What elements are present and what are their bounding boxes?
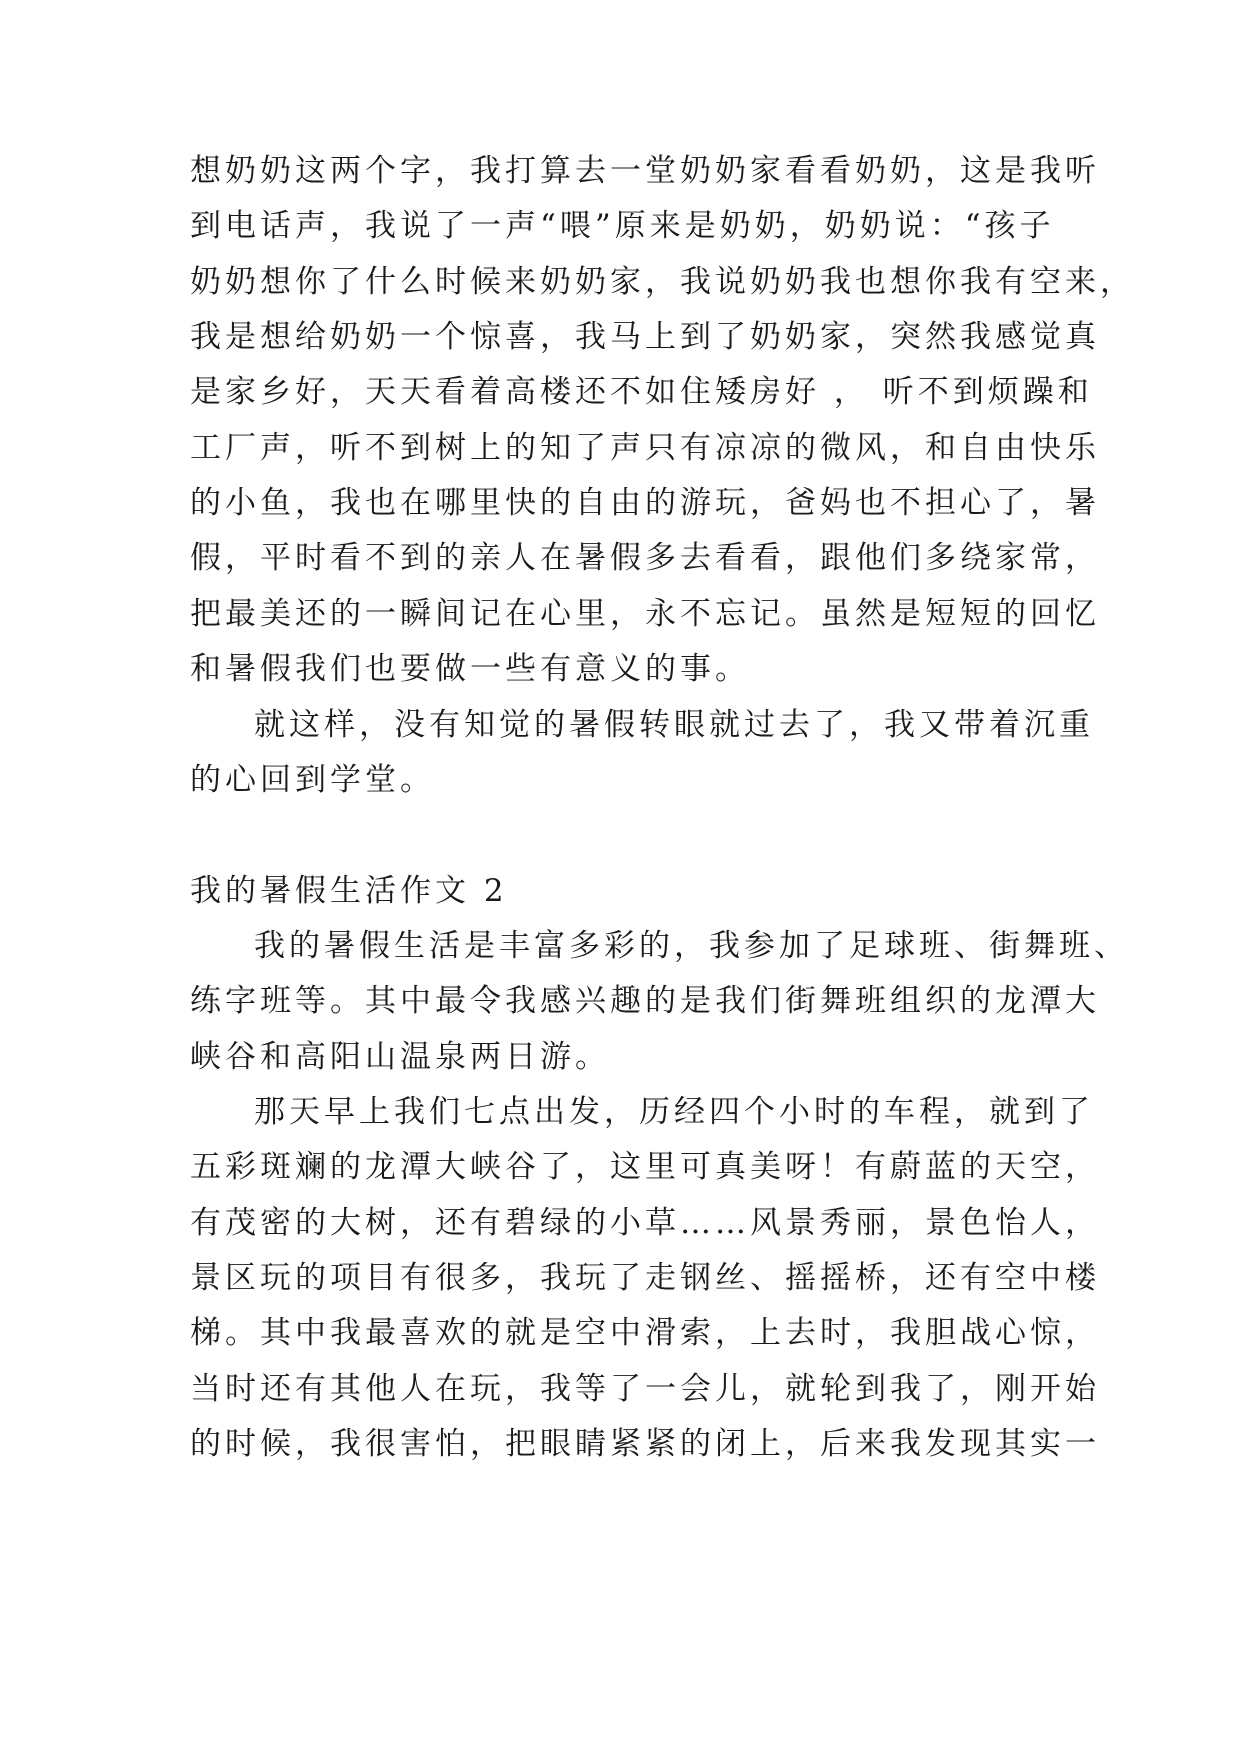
text-line: 景区玩的项目有很多，我玩了走钢丝、摇摇桥，还有空中楼 <box>190 1260 1100 1296</box>
text-line: 五彩斑斓的龙潭大峡谷了，这里可真美呀！有蔚蓝的天空， <box>190 1149 1100 1185</box>
text-line: 的小鱼，我也在哪里快的自由的游玩，爸妈也不担心了，暑 <box>190 485 1100 521</box>
text-line: 奶奶想你了什么时候来奶奶家，我说奶奶我也想你我有空来， <box>190 264 1135 300</box>
text-line: 练字班等。其中最令我感兴趣的是我们街舞班组织的龙潭大 <box>190 983 1100 1019</box>
text-line: 到电话声，我说了一声“喂”原来是奶奶，奶奶说：“孩子 <box>190 208 1055 244</box>
text-line: 的心回到学堂。 <box>190 762 435 798</box>
text-line: 把最美还的一瞬间记在心里，永不忘记。虽然是短短的回忆 <box>190 596 1100 632</box>
text-line: 工厂声，听不到树上的知了声只有凉凉的微风，和自由快乐 <box>190 430 1100 466</box>
text-line: 那天早上我们七点出发，历经四个小时的车程，就到了 <box>254 1094 1094 1130</box>
text-line: 就这样，没有知觉的暑假转眼就过去了，我又带着沉重 <box>254 707 1094 743</box>
section-heading: 我的暑假生活作文 2 <box>190 873 508 909</box>
text-line: 的时候，我很害怕，把眼睛紧紧的闭上，后来我发现其实一 <box>190 1426 1100 1462</box>
text-line: 峡谷和高阳山温泉两日游。 <box>190 1039 610 1075</box>
text-line: 我的暑假生活是丰富多彩的，我参加了足球班、街舞班、 <box>254 928 1129 964</box>
text-line: 想奶奶这两个字，我打算去一堂奶奶家看看奶奶，这是我听 <box>190 153 1100 189</box>
text-line: 有茂密的大树，还有碧绿的小草……风景秀丽，景色怡人， <box>190 1205 1100 1241</box>
text-line: 当时还有其他人在玩，我等了一会儿，就轮到我了，刚开始 <box>190 1371 1100 1407</box>
text-line: 梯。其中我最喜欢的就是空中滑索，上去时，我胆战心惊， <box>190 1315 1100 1351</box>
text-line: 我是想给奶奶一个惊喜，我马上到了奶奶家，突然我感觉真 <box>190 319 1100 355</box>
text-line: 和暑假我们也要做一些有意义的事。 <box>190 651 750 687</box>
text-line: 是家乡好，天天看着高楼还不如住矮房好 ， 听不到烦躁和 <box>190 374 1093 410</box>
text-line: 假，平时看不到的亲人在暑假多去看看，跟他们多绕家常， <box>190 540 1100 576</box>
